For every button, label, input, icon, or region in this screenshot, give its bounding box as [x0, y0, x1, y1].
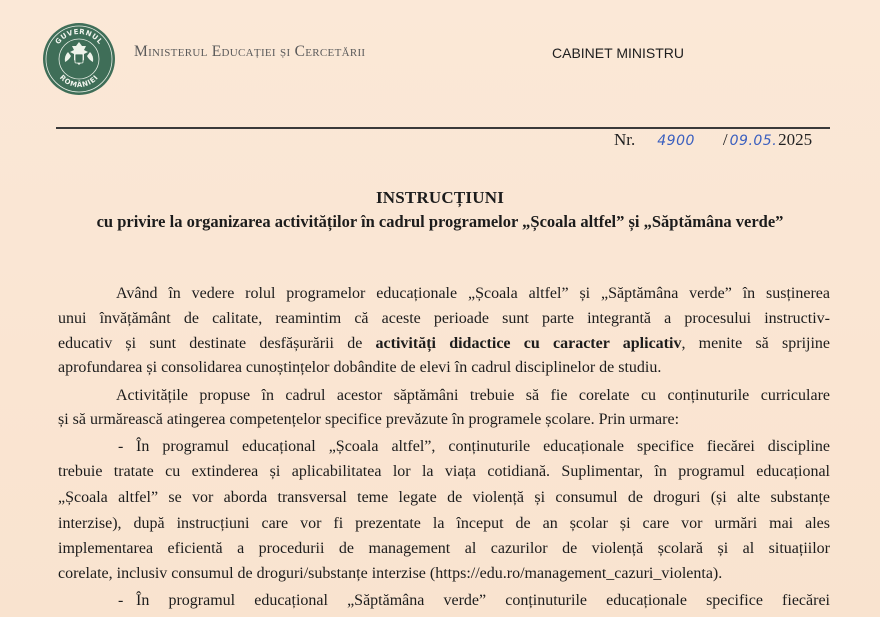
cabinet-label: CABINET MINISTRU	[552, 45, 684, 61]
paragraph-line: Având în vedere rolul programelor educaționale „Școala altfel” și „Săptămâna verde” în susținerea	[116, 285, 830, 302]
paragraph-line: unui învățământ de calitate, reamintim că aceste perioade sunt parte integrantă a procesului instructiv-	[58, 310, 830, 327]
nr-label: Nr.	[614, 130, 636, 149]
document-title: INSTRUCȚIUNI	[375, 188, 505, 207]
text-run: educativ și sunt destinate desfășurării de	[58, 335, 363, 352]
paragraph-line: aprofundarea și consolidarea cunoștințelor dobândite de elevi în cadrul disciplinelor de studiu.	[58, 359, 662, 376]
nr-handwritten-number: 4900	[657, 133, 695, 149]
paragraph-line-emphasis	[58, 335, 830, 353]
registration-number	[614, 130, 812, 150]
government-seal-icon	[42, 22, 116, 96]
bold-text: activități didactice cu caracter aplicativ	[375, 335, 682, 352]
bullet-dash: -	[118, 592, 124, 609]
bullet-dash: -	[118, 438, 124, 455]
paragraph-line: și să urmărească atingerea competențelor specifice prevăzute în programele școlare. Prin urmare:	[58, 411, 680, 428]
bullet-line: În programul educațional „Săptămâna verde” conținuturile educaționale specifice fiecărei	[136, 592, 830, 609]
header-divider	[56, 127, 830, 129]
ministry-name: Ministerul Educației și Cercetării	[134, 43, 366, 60]
bullet-line: corelate, inclusiv consumul de droguri/substanțe interzise (https://edu.ro/management_cazuri_violenta).	[58, 565, 723, 582]
nr-slash: /	[722, 130, 728, 149]
svg-text:ROMÂNIEI: ROMÂNIEI	[57, 73, 101, 90]
nr-year: 2025	[778, 130, 813, 149]
bullet-line: În programul educațional „Școala altfel”, conținuturile educaționale specifice fiecărei discipline	[136, 438, 830, 455]
svg-text:GUVERNUL: GUVERNUL	[53, 27, 105, 46]
paragraph-line: Activitățile propuse în cadrul acestor săptămâni trebuie să fie corelate cu conținuturile curriculare	[116, 387, 830, 404]
bullet-line: interzise), după instrucțiuni care vor fi prezentate la început de an școlar și care vor urmări mai ales	[58, 515, 830, 532]
text-run: , menite să sprijine	[681, 335, 830, 352]
bullet-line: trebuie tratate cu extinderea și aplicabilitatea lor la viața cotidiană. Suplimentar, în programul educațional	[58, 463, 830, 480]
nr-handwritten-date: 09.05.	[729, 133, 778, 149]
bullet-line: „Școala altfel” se vor aborda transversal teme legate de violență și consumul de droguri (și alte substanțe	[58, 489, 830, 506]
bullet-line: implementarea eficientă a procedurii de management al cazurilor de violență școlară și al situațiilor	[58, 540, 830, 557]
document-subtitle: cu privire la organizarea activităților în cadrul programelor „Școala altfel” și „Săptămâna verde”	[96, 212, 784, 231]
